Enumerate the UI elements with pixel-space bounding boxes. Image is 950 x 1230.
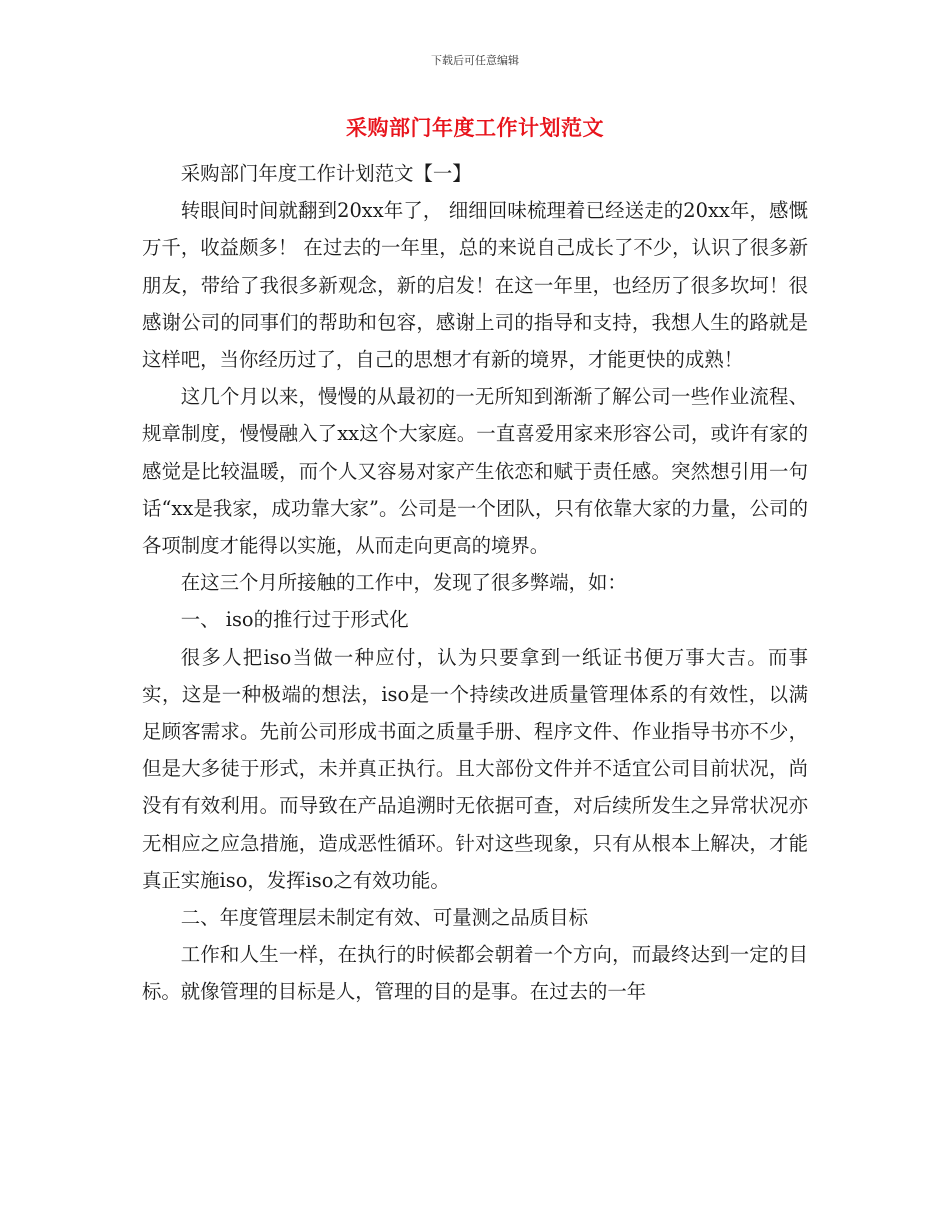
- paragraph: 在这三个月所接触的工作中，发现了很多弊端，如：: [180, 571, 627, 595]
- paragraph: 工作和人生一样，在执行的时候都会朝着一个方向，而最终达到一定的目标。就像管理的目标是人，管理的目的是事。在过去的一年: [142, 943, 808, 1004]
- paragraph: 很多人把iso当做一种应付，认为只要拿到一纸证书便万事大吉。而事实，这是一种极端的想法，iso是一个持续改进质量管理体系的有效性，以满足顾客需求。先前公司形成书面之质量手册、程序文件、作业指导书亦不少，但是大多徒于形式，未并真正执行。且大部份文件并不适宜公司目前状况，尚没有有效利用。而导致在产品追溯时无依据可查，对后续所发生之异常状况亦无相应之应急措施，造成恶性循环。针对这些现象，只有从根本上解决，才能真正实施iso，发挥iso之有效功能。: [142, 645, 808, 892]
- paragraph: 转眼间时间就翻到20xx年了， 细细回味梳理着已经送走的20xx年，感慨万千，收益颇多！ 在过去的一年里，总的来说自己成长了不少，认识了很多新朋友，带给了我很多新观念，新的启发！在这一年里，也经历了很多坎坷！很感谢公司的同事们的帮助和包容，感谢上司的指导和支持，我想人生的路就是这样吧，当你经历过了，自己的思想才有新的境界，才能更快的成熟！: [142, 199, 808, 372]
- paragraph-subheading: 二、年度管理层未制定有效、可量测之品质目标: [180, 906, 588, 930]
- paragraph-section-heading: 采购部门年度工作计划范文【一】: [180, 162, 472, 185]
- header-note: 下载后可任意编辑: [431, 54, 519, 67]
- document-body: [142, 155, 808, 1011]
- paragraph: 这几个月以来，慢慢的从最初的一无所知到渐渐了解公司一些作业流程、规章制度，慢慢融入了xx这个大家庭。一直喜爱用家来形容公司，或许有家的感觉是比较温暖，而个人又容易对家产生依恋和赋于责任感。突然想引用一句话“xx是我家，成功靠大家”。公司是一个团队，只有依靠大家的力量，公司的各项制度才能得以实施，从而走向更高的境界。: [142, 385, 808, 558]
- document-title: 采购部门年度工作计划范文: [346, 116, 604, 140]
- paragraph-subheading: 一、 iso的推行过于形式化: [180, 608, 409, 632]
